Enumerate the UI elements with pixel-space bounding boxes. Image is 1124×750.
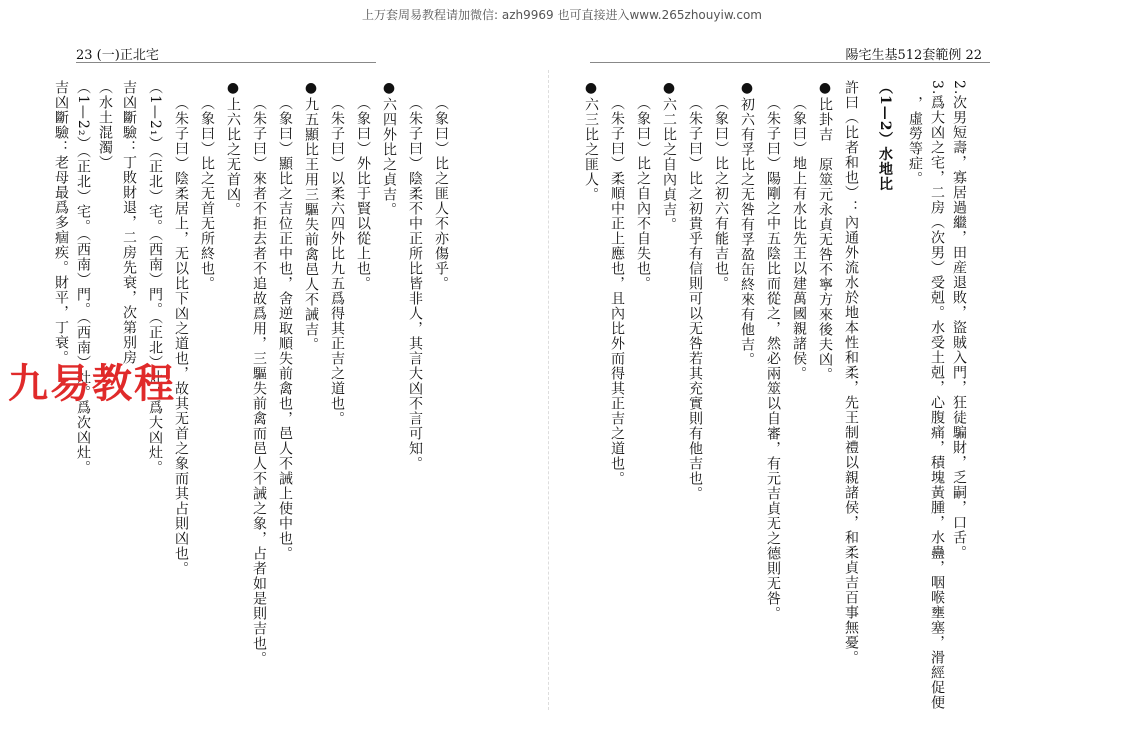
right-page-header: 陽宅生基512套範例 22 <box>845 48 982 63</box>
watermark-logo: 九易教程 <box>8 361 176 407</box>
text-column: （朱子曰）陰柔居上，无以比下凶之道也，故其无首之象而其占則凶也。 <box>173 96 189 576</box>
text-column: ●比卦吉 原筮元永貞无咎不寧方來後夫凶。 <box>817 80 833 382</box>
right-header-rule <box>590 62 990 63</box>
page-gutter <box>548 70 549 710</box>
text-column: 2.次男短壽，寡居過繼，田産退敗，盜賊入門，狂徒騙財，乏嗣，口舌。 <box>951 80 967 561</box>
text-column: ●六二比之自內貞吉。 <box>661 80 677 232</box>
text-column: （象曰）地上有水比先王以建萬國親諸侯。 <box>791 96 807 381</box>
text-column: （朱子曰）柔順中正上應也，且內比外而得其正吉之道也。 <box>609 96 625 486</box>
text-column: ●六四外比之貞吉。 <box>381 80 397 217</box>
text-column: （象曰）顯比之吉位正中也，舍逆取順失前禽也，邑人不誡上使中也。 <box>277 96 293 561</box>
text-column: 吉凶斷驗：丁敗財退，二房先衰，次第別房 <box>121 80 137 365</box>
text-column: （象曰）比之匪人不亦傷乎。 <box>433 96 449 291</box>
text-column: ●六三比之匪人。 <box>583 80 599 202</box>
text-column: ●上六比之无首凶。 <box>225 80 241 217</box>
left-header-rule <box>76 62 376 63</box>
text-column: （水土混濁） <box>97 80 113 170</box>
text-column: ，虛勞等症。 <box>907 96 923 186</box>
text-column: （象曰）比之初六有能吉也。 <box>713 96 729 291</box>
text-column: 許曰（比者和也）：內通外流水於地本性和柔，先王制禮以親諸侯，和柔貞吉百事無憂。 <box>843 80 859 665</box>
text-column: （朱子曰）來者不拒去者不追故爲用，三驅失前禽而邑人不誡之象，占者如是則吉也。 <box>251 96 267 666</box>
text-column: （象曰）比之自內不自失也。 <box>635 96 651 291</box>
text-column: （朱子曰）陰柔不中正所比皆非人，其言大凶不言可知。 <box>407 96 423 471</box>
text-column: 吉凶斷驗：老母最爲多痼疾。財平，丁衰。 <box>53 80 69 365</box>
left-page-header: 23 (一)正北宅 <box>76 48 159 63</box>
hexagram-heading: （1—2）水地比 <box>877 80 893 192</box>
text-column: （朱子曰）以柔六四外比九五爲得其正吉之道也。 <box>329 96 345 426</box>
text-column: 3.爲大凶之宅，二房（次男）受剋。水受土剋，心腹痛，積塊黃腫，水蠱，咽喉壅塞，滑經促便 <box>929 80 945 711</box>
text-column: （1—2₁）（正北）宅。（西南）門。（正北）灶。爲大凶灶。 <box>147 80 163 476</box>
text-column: （1—2₂）（正北）宅。（西南）門。（西南）灶。爲次凶灶。 <box>75 80 91 476</box>
text-column: （朱子曰）陽剛之中五陰比而從之，然必兩筮以自審，有元吉貞无之德則无咎。 <box>765 96 781 621</box>
text-column: ●初六有孚比之无咎有孚盈缶終來有他吉。 <box>739 80 755 367</box>
text-column: （朱子曰）比之初貴乎有信則可以无咎若其充實則有他吉也。 <box>687 96 703 501</box>
text-column: （象曰）外比于賢以從上也。 <box>355 96 371 291</box>
text-column: ●九五顯比王用三驅失前禽邑人不誡吉。 <box>303 80 319 352</box>
text-column: （象曰）比之无首无所終也。 <box>199 96 215 291</box>
site-banner: 上万套周易教程请加微信: azh9969 也可直接进入www.265zhouyiw.com <box>362 8 762 22</box>
